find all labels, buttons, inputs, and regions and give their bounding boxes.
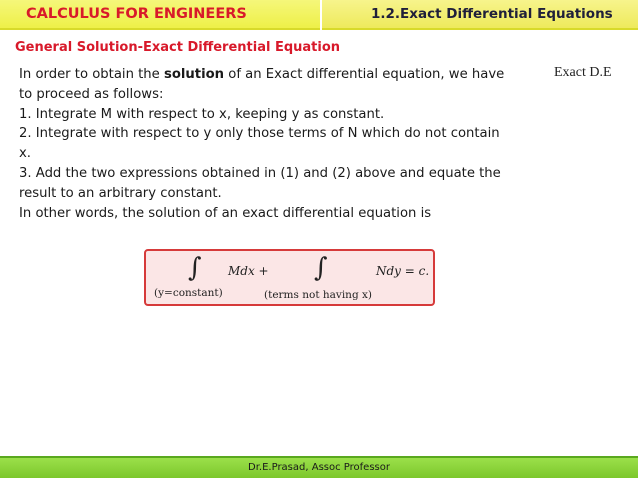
slide-body <box>19 65 504 223</box>
slide-subheading: General Solution-Exact Differential Equation <box>15 40 341 55</box>
body-text-span: In order to obtain the <box>19 67 164 82</box>
course-title: CALCULUS FOR ENGINEERS <box>26 6 247 22</box>
slide-header <box>0 0 638 30</box>
body-line <box>19 65 504 85</box>
footer-author: Dr.E.Prasad, Assoc Professor <box>248 462 390 473</box>
integral-sign: ∫ <box>188 253 202 283</box>
step-3-continued: result to an arbitrary constant. <box>19 185 222 201</box>
step-2: 2. Integrate with respect to y only those terms of N which do not contain <box>19 126 500 142</box>
slide-footer <box>0 456 638 478</box>
step-2-continued: x. <box>19 146 31 162</box>
body-line: to proceed as follows: <box>19 86 164 102</box>
integral-limit-terms: (terms not having x) <box>264 289 373 301</box>
formula-term-mdx: Mdx + <box>228 264 269 278</box>
header-left-band <box>0 0 322 30</box>
formula-term-ndy: Ndy = c. <box>376 264 430 278</box>
step-1: 1. Integrate M with respect to x, keeping y as constant. <box>19 106 385 122</box>
integral-limit-y-constant: (y=constant) <box>154 287 223 299</box>
step-3: 3. Add the two expressions obtained in (1) and (2) above and equate the <box>19 165 501 181</box>
bold-term: solution <box>163 67 225 82</box>
header-right-band <box>322 0 638 30</box>
section-title: 1.2.Exact Differential Equations <box>371 6 613 22</box>
body-line: In other words, the solution of an exact differential equation is <box>19 205 432 221</box>
body-text-span: of an Exact differential equation, we have <box>224 67 505 82</box>
side-note: Exact D.E <box>554 65 612 80</box>
solution-formula-box <box>144 249 435 306</box>
integral-sign: ∫ <box>314 253 328 283</box>
